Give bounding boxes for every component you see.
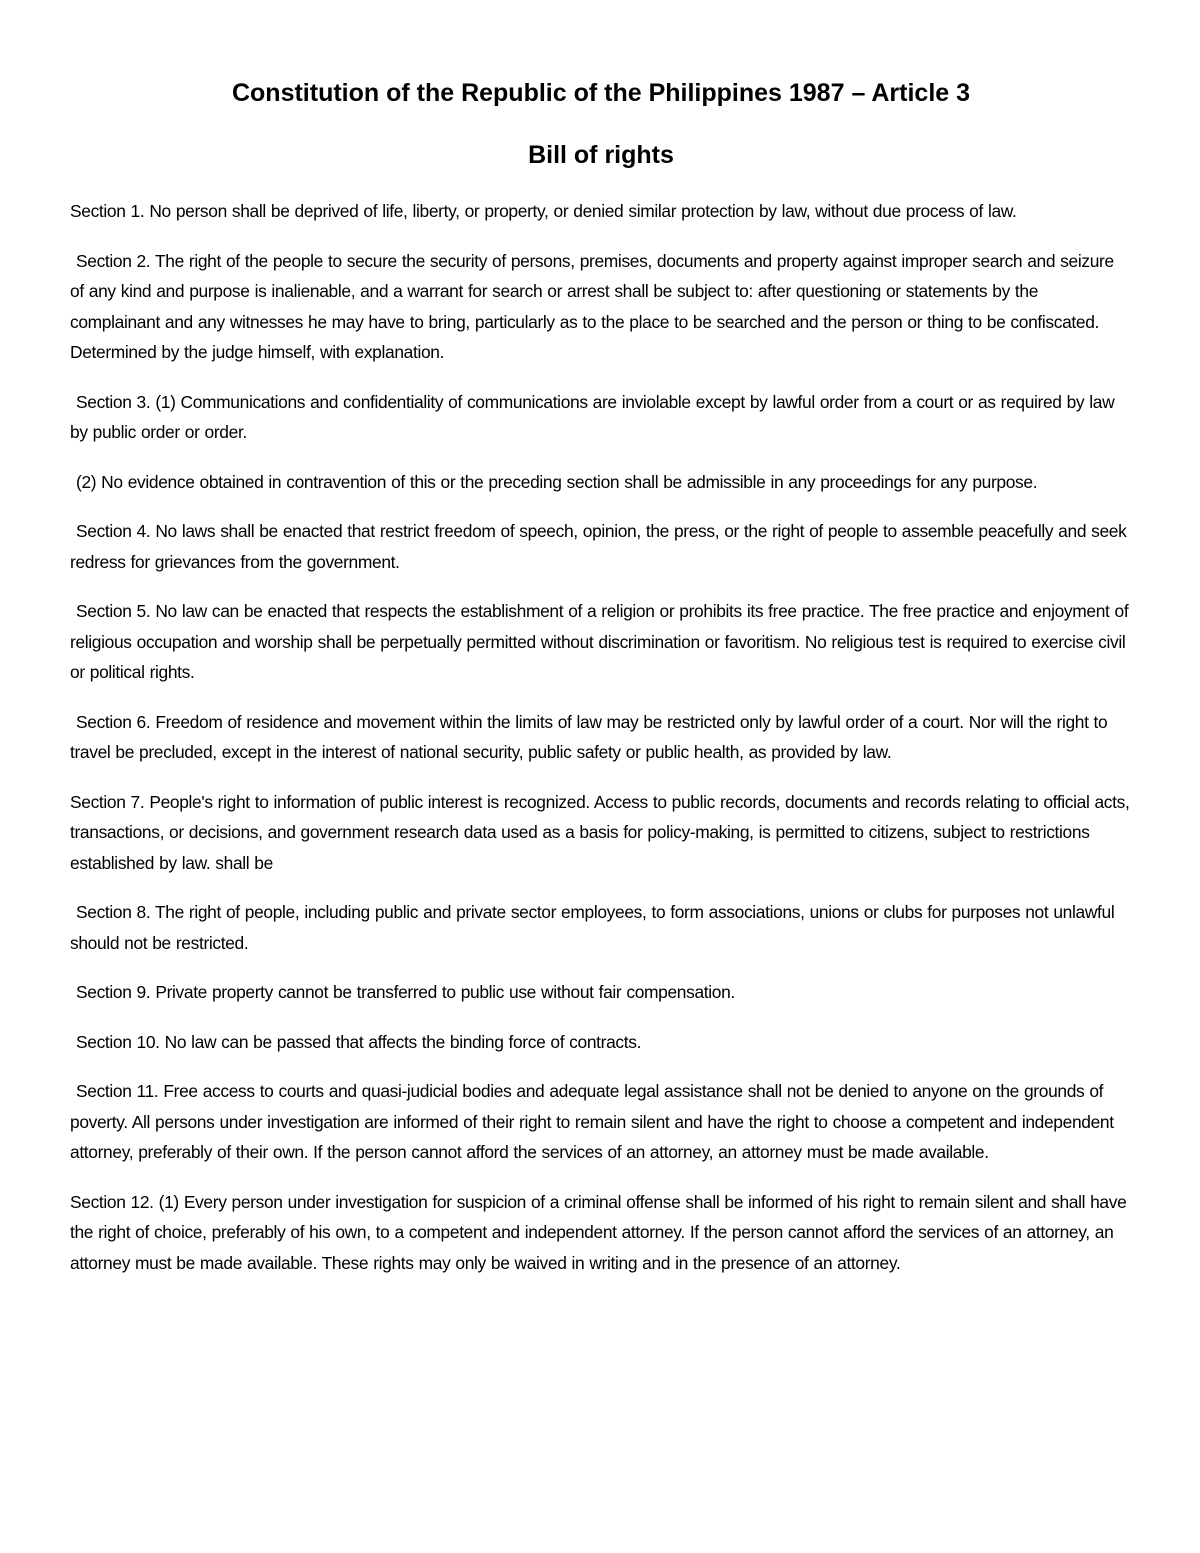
section-12-paragraph: Section 12. (1) Every person under investigation for suspicion of a criminal offense shall be informed of his right to remain silent and shall have the right of choice, preferably of his own, to a competent and independent attorney. If the person cannot afford the services of an attorney, an attorney must be made available. These rights may only be waived in writing and in the presence of an attorney.: [70, 1191, 1127, 1273]
section-11-paragraph: Section 11. Free access to courts and quasi-judicial bodies and adequate legal assistance shall not be denied to anyone on the grounds of poverty. All persons under investigation are informed of their right to remain silent and have the right to choose a competent and independent attorney, preferably of their own. If the person cannot afford the services of an attorney, an attorney must be made available.: [70, 1081, 1114, 1162]
section-6-paragraph: Section 6. Freedom of residence and movement within the limits of law may be restricted only by lawful order of a court. Nor will the right to travel be precluded, except in the interest of national security, public safety or public health, as provided by law.: [70, 711, 1108, 762]
section-4-paragraph: Section 4. No laws shall be enacted that restrict freedom of speech, opinion, the press, or the right of people to assemble peacefully and seek redress for grievances from the government.: [70, 521, 1127, 572]
document-subtitle: Bill of rights: [528, 141, 674, 169]
section-8-paragraph: Section 8. The right of people, including public and private sector employees, to form associations, unions or clubs for purposes not unlawful should not be restricted.: [70, 902, 1115, 953]
section-10-paragraph: Section 10. No law can be passed that affects the binding force of contracts.: [76, 1031, 642, 1052]
section-9-paragraph: Section 9. Private property cannot be transferred to public use without fair compensation.: [76, 982, 735, 1002]
section-1-paragraph: Section 1. No person shall be deprived of life, liberty, or property, or denied similar protection by law, without due process of law.: [70, 201, 1017, 221]
section-5-paragraph: Section 5. No law can be enacted that respects the establishment of a religion or prohibits its free practice. The free practice and enjoyment of religious occupation and worship shall be perpetually permitted without discrimination or favoritism. No religious test is required to exercise civil or political rights.: [70, 601, 1129, 682]
section-3-paragraph-2: (2) No evidence obtained in contravention of this or the preceding section shall be admissible in any proceedings for any purpose.: [76, 471, 1038, 492]
section-3-paragraph-1: Section 3. (1) Communications and confidentiality of communications are inviolable except by lawful order from a court or as required by law by public order or order.: [70, 391, 1115, 442]
section-7-paragraph: Section 7. People's right to information of public interest is recognized. Access to public records, documents and records relating to official acts, transactions, or decisions, and government research data used as a basis for policy-making, is permitted to citizens, subject to restrictions established by law. shall be: [70, 791, 1130, 873]
document-title: Constitution of the Republic of the Philippines 1987 – Article 3: [231, 79, 971, 107]
document-page: [70, 62, 1132, 1297]
section-2-paragraph: Section 2. The right of the people to secure the security of persons, premises, documents and property against improper search and seizure of any kind and purpose is inalienable, and a warrant for search or arrest shall be subject to: after questioning or statements by the complainant and any witnesses he may have to bring, particularly as to the place to be searched and the person or thing to be confiscated. Determined by the judge himself, with explanation.: [70, 250, 1114, 362]
